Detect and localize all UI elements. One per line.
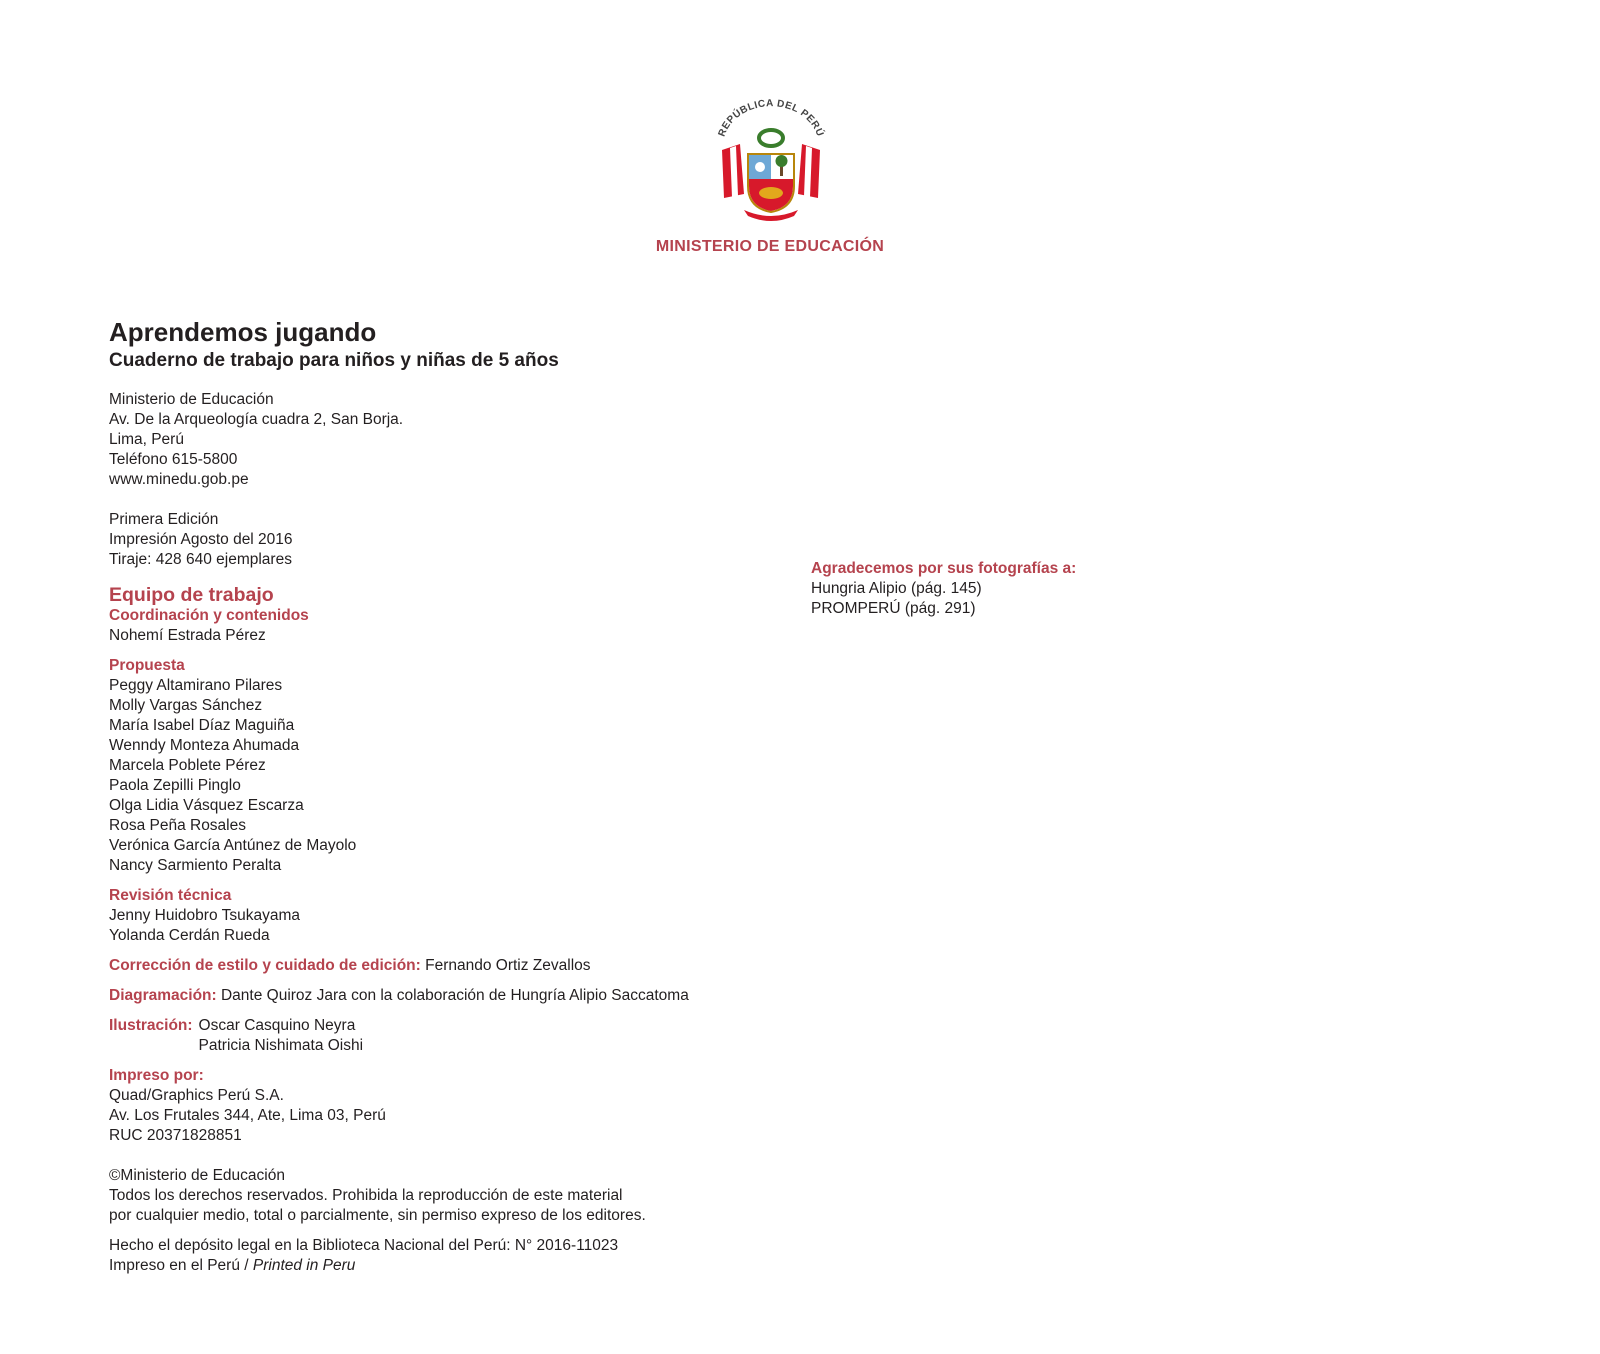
- illustration-label: Ilustración:: [109, 1017, 193, 1034]
- photo-credit-line: PROMPERÚ (pág. 291): [811, 600, 976, 617]
- printer-line: Av. Los Frutales 344, Ate, Lima 03, Perú: [109, 1107, 386, 1124]
- style-editing-value: Fernando Ortiz Zevallos: [425, 957, 591, 974]
- team-member: Verónica García Antúnez de Mayolo: [109, 837, 357, 854]
- photo-credit-line: Hungria Alipio (pág. 145): [811, 580, 982, 597]
- proposal-label: Propuesta: [109, 657, 185, 674]
- printed-italic: Printed in Peru: [252, 1257, 356, 1274]
- edition-line: Primera Edición: [109, 511, 219, 528]
- illustration-row: [109, 1016, 789, 1056]
- svg-text:REPÚBLICA DEL PERÚ: [717, 98, 828, 138]
- book-title: Aprendemos jugando: [109, 317, 377, 347]
- team-member: Paola Zepilli Pinglo: [109, 777, 241, 794]
- credits-column: [109, 316, 789, 1276]
- team-member: Patricia Nishimata Oishi: [198, 1037, 364, 1054]
- team-member: Yolanda Cerdán Rueda: [109, 927, 270, 944]
- edition-line: Impresión Agosto del 2016: [109, 531, 293, 548]
- layout-value: Dante Quiroz Jara con la colaboración de Hungría Alipio Saccatoma: [220, 987, 689, 1004]
- rights-line: ©Ministerio de Educación: [109, 1167, 285, 1184]
- team-member: Nohemí Estrada Pérez: [109, 627, 266, 644]
- team-member: Peggy Altamirano Pilares: [109, 677, 283, 694]
- team-member: Marcela Poblete Pérez: [109, 757, 266, 774]
- team-member: Olga Lidia Vásquez Escarza: [109, 797, 304, 814]
- proposal-group: [109, 656, 789, 876]
- review-group: [109, 886, 789, 946]
- style-editing-label: Corrección de estilo y cuidado de edición:: [109, 957, 421, 974]
- deposit-line: Hecho el depósito legal en la Biblioteca Nacional del Perú: N° 2016-11023: [109, 1237, 619, 1254]
- rights-line: por cualquier medio, total o parcialmente, sin permiso expreso de los editores.: [109, 1207, 646, 1224]
- legal-deposit: [109, 1236, 789, 1276]
- layout-row: [109, 986, 789, 1006]
- printer-label: Impreso por:: [109, 1067, 204, 1084]
- printed-in-line: [109, 1256, 789, 1276]
- printer-line: Quad/Graphics Perú S.A.: [109, 1087, 284, 1104]
- team-member: Oscar Casquino Neyra: [198, 1017, 356, 1034]
- coordination-group: [109, 606, 789, 646]
- publisher-line: Lima, Perú: [109, 431, 184, 448]
- illustration-names: [199, 1016, 364, 1056]
- team-member: María Isabel Díaz Maguiña: [109, 717, 295, 734]
- team-member: Nancy Sarmiento Peralta: [109, 857, 282, 874]
- photo-credits-label: Agradecemos por sus fotografías a:: [811, 560, 1077, 577]
- coordination-label: Coordinación y contenidos: [109, 607, 309, 624]
- photo-credits: [811, 559, 1311, 619]
- publisher-info: [109, 390, 789, 490]
- edition-line: Tiraje: 428 640 ejemplares: [109, 551, 292, 568]
- layout-label: Diagramación:: [109, 987, 217, 1004]
- team-heading: Equipo de trabajo: [109, 584, 274, 606]
- book-subtitle: Cuaderno de trabajo para niños y niñas de 5 años: [109, 350, 559, 371]
- edition-info: [109, 510, 789, 570]
- printed-prefix: Impreso en el Perú /: [109, 1257, 253, 1274]
- rights-notice: [109, 1166, 789, 1226]
- style-editing-row: [109, 956, 789, 976]
- printer-group: [109, 1066, 789, 1146]
- team-member: Molly Vargas Sánchez: [109, 697, 263, 714]
- publisher-url: www.minedu.gob.pe: [109, 471, 249, 488]
- publisher-line: Ministerio de Educación: [109, 391, 274, 408]
- team-member: Rosa Peña Rosales: [109, 817, 246, 834]
- ministry-name: MINISTERIO DE EDUCACIÓN: [655, 238, 885, 255]
- publisher-line: Teléfono 615-5800: [109, 451, 238, 468]
- review-label: Revisión técnica: [109, 887, 232, 904]
- team-member: Jenny Huidobro Tsukayama: [109, 907, 300, 924]
- publisher-line: Av. De la Arqueología cuadra 2, San Borja.: [109, 411, 404, 428]
- rights-line: Todos los derechos reservados. Prohibida la reproducción de este material: [109, 1187, 623, 1204]
- crest-text: REPÚBLICA DEL PERÚ: [716, 98, 826, 139]
- printer-line: RUC 20371828851: [109, 1127, 242, 1144]
- team-member: Wenndy Monteza Ahumada: [109, 737, 300, 754]
- peru-coat-of-arms-icon: [710, 98, 832, 224]
